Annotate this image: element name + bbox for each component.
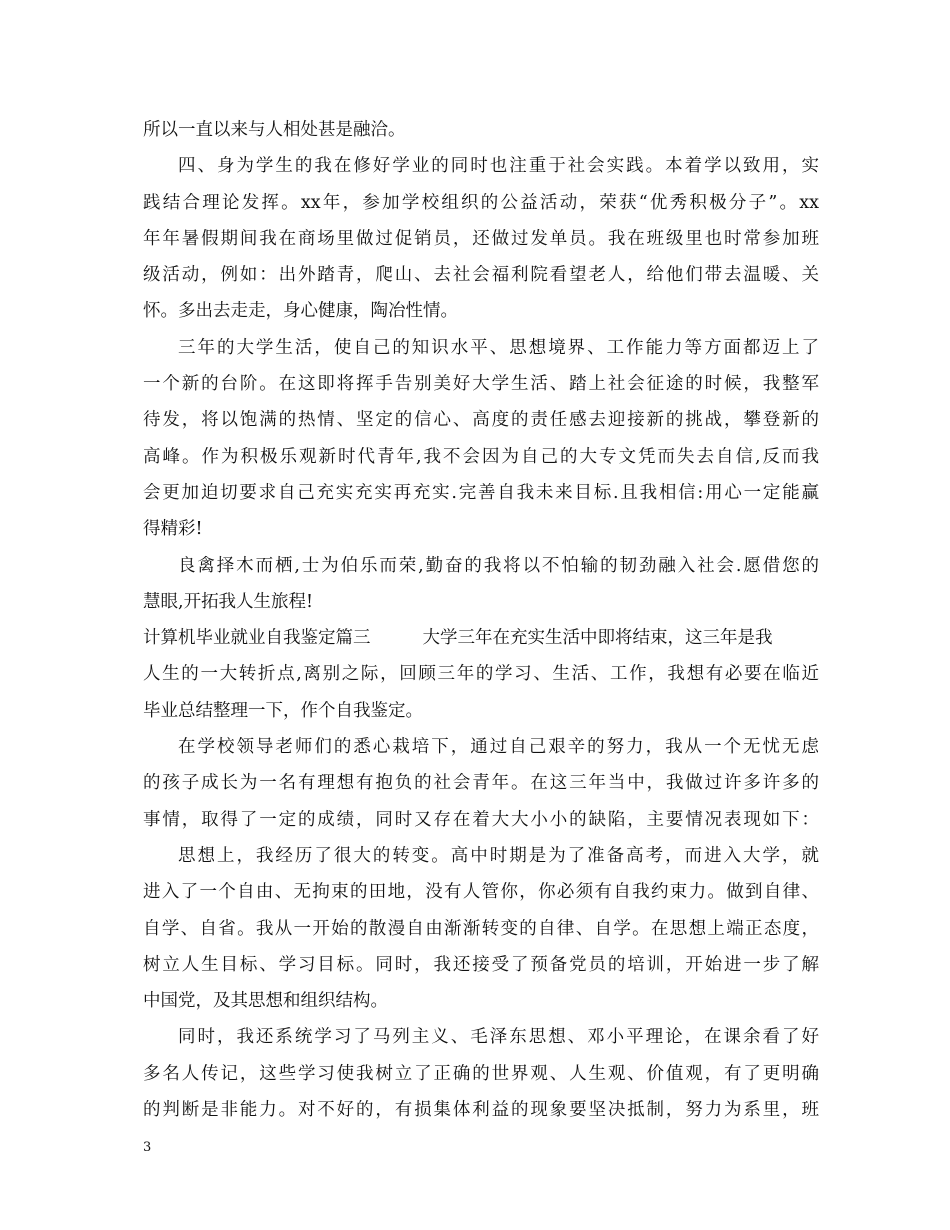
text-line: 事情，取得了一定的成绩，同时又存在着大大小小的缺陷，主要情况表现如下： bbox=[143, 809, 819, 830]
text-line: 慧眼,开拓我人生旅程! bbox=[143, 591, 314, 612]
section-line bbox=[143, 620, 819, 656]
text-line: 会更加迫切要求自己充实充实再充实.完善自我未来目标.且我相信:用心一定能赢 bbox=[143, 482, 819, 503]
text-line: 思想上，我经历了很大的转变。高中时期是为了准备高考，而进入大学，就 bbox=[178, 845, 819, 866]
text-line: 四、身为学生的我在修好学业的同时也注重于社会实践。本着学以致用，实 bbox=[178, 156, 819, 177]
section-title: 计算机毕业就业自我鉴定篇三 bbox=[143, 628, 371, 649]
text-line: 的判断是非能力。对不好的，有损集体利益的现象要坚决抵制，努力为系里，班 bbox=[143, 1100, 819, 1121]
text-line: 良禽择木而栖,士为伯乐而荣,勤奋的我将以不怕输的韧劲融入社会.愿借您的 bbox=[178, 555, 819, 576]
page-number: 3 bbox=[143, 1140, 152, 1155]
text-line: 得精彩! bbox=[143, 519, 203, 540]
text-line: 自学、自省。我从一开始的散漫自由渐渐转变的自律、自学。在思想上端正态度， bbox=[143, 918, 819, 939]
text-line: 大学三年在充实生活中即将结束，这三年是我 bbox=[422, 628, 773, 649]
text-line: 一个新的台阶。在这即将挥手告别美好大学生活、踏上社会征途的时候，我整军 bbox=[143, 374, 819, 395]
document-body bbox=[143, 112, 819, 1128]
text-line: 同时，我还系统学习了马列主义、毛泽东思想、邓小平理论，在课余看了好 bbox=[178, 1027, 819, 1048]
text-line: 多名人传记，这些学习使我树立了正确的世界观、人生观、价值观，有了更明确 bbox=[143, 1063, 819, 1084]
text-line: 高峰。作为积极乐观新时代青年,我不会因为自己的大专文凭而失去自信,反而我 bbox=[143, 446, 819, 467]
text-line: 树立人生目标、学习目标。同时，我还接受了预备党员的培训，开始进一步了解 bbox=[143, 954, 819, 975]
text-line: 的孩子成长为一名有理想有抱负的社会青年。在这三年当中，我做过许多许多的 bbox=[143, 773, 819, 794]
text-line: 所以一直以来与人相处甚是融洽。 bbox=[143, 120, 406, 140]
text-line: 践结合理论发挥。xx年，参加学校组织的公益活动，荣获“优秀积极分子”。xx bbox=[143, 192, 819, 213]
text-line: 怀。多出去走走，身心健康，陶冶性情。 bbox=[143, 301, 458, 322]
text-line: 在学校领导老师们的悉心栽培下，通过自己艰辛的努力，我从一个无忧无虑 bbox=[178, 737, 819, 758]
text-line: 级活动，例如：出外踏青，爬山、去社会福利院看望老人，给他们带去温暖、关 bbox=[143, 265, 819, 286]
text-line: 中国党，及其思想和组织结构。 bbox=[143, 991, 388, 1012]
text-line: 人生的一大转折点,离别之际，回顾三年的学习、生活、工作，我想有必要在临近 bbox=[143, 664, 819, 685]
text-line: 进入了一个自由、无拘束的田地，没有人管你，你必须有自我约束力。做到自律、 bbox=[143, 882, 819, 903]
text-line: 毕业总结整理一下，作个自我鉴定。 bbox=[143, 700, 423, 721]
text-line: 三年的大学生活，使自己的知识水平、思想境界、工作能力等方面都迈上了 bbox=[178, 337, 819, 358]
text-line: 待发，将以饱满的热情、坚定的信心、高度的责任感去迎接新的挑战，攀登新的 bbox=[143, 410, 819, 431]
text-line: 年年暑假期间我在商场里做过促销员，还做过发单员。我在班级里也时常参加班 bbox=[143, 228, 819, 249]
